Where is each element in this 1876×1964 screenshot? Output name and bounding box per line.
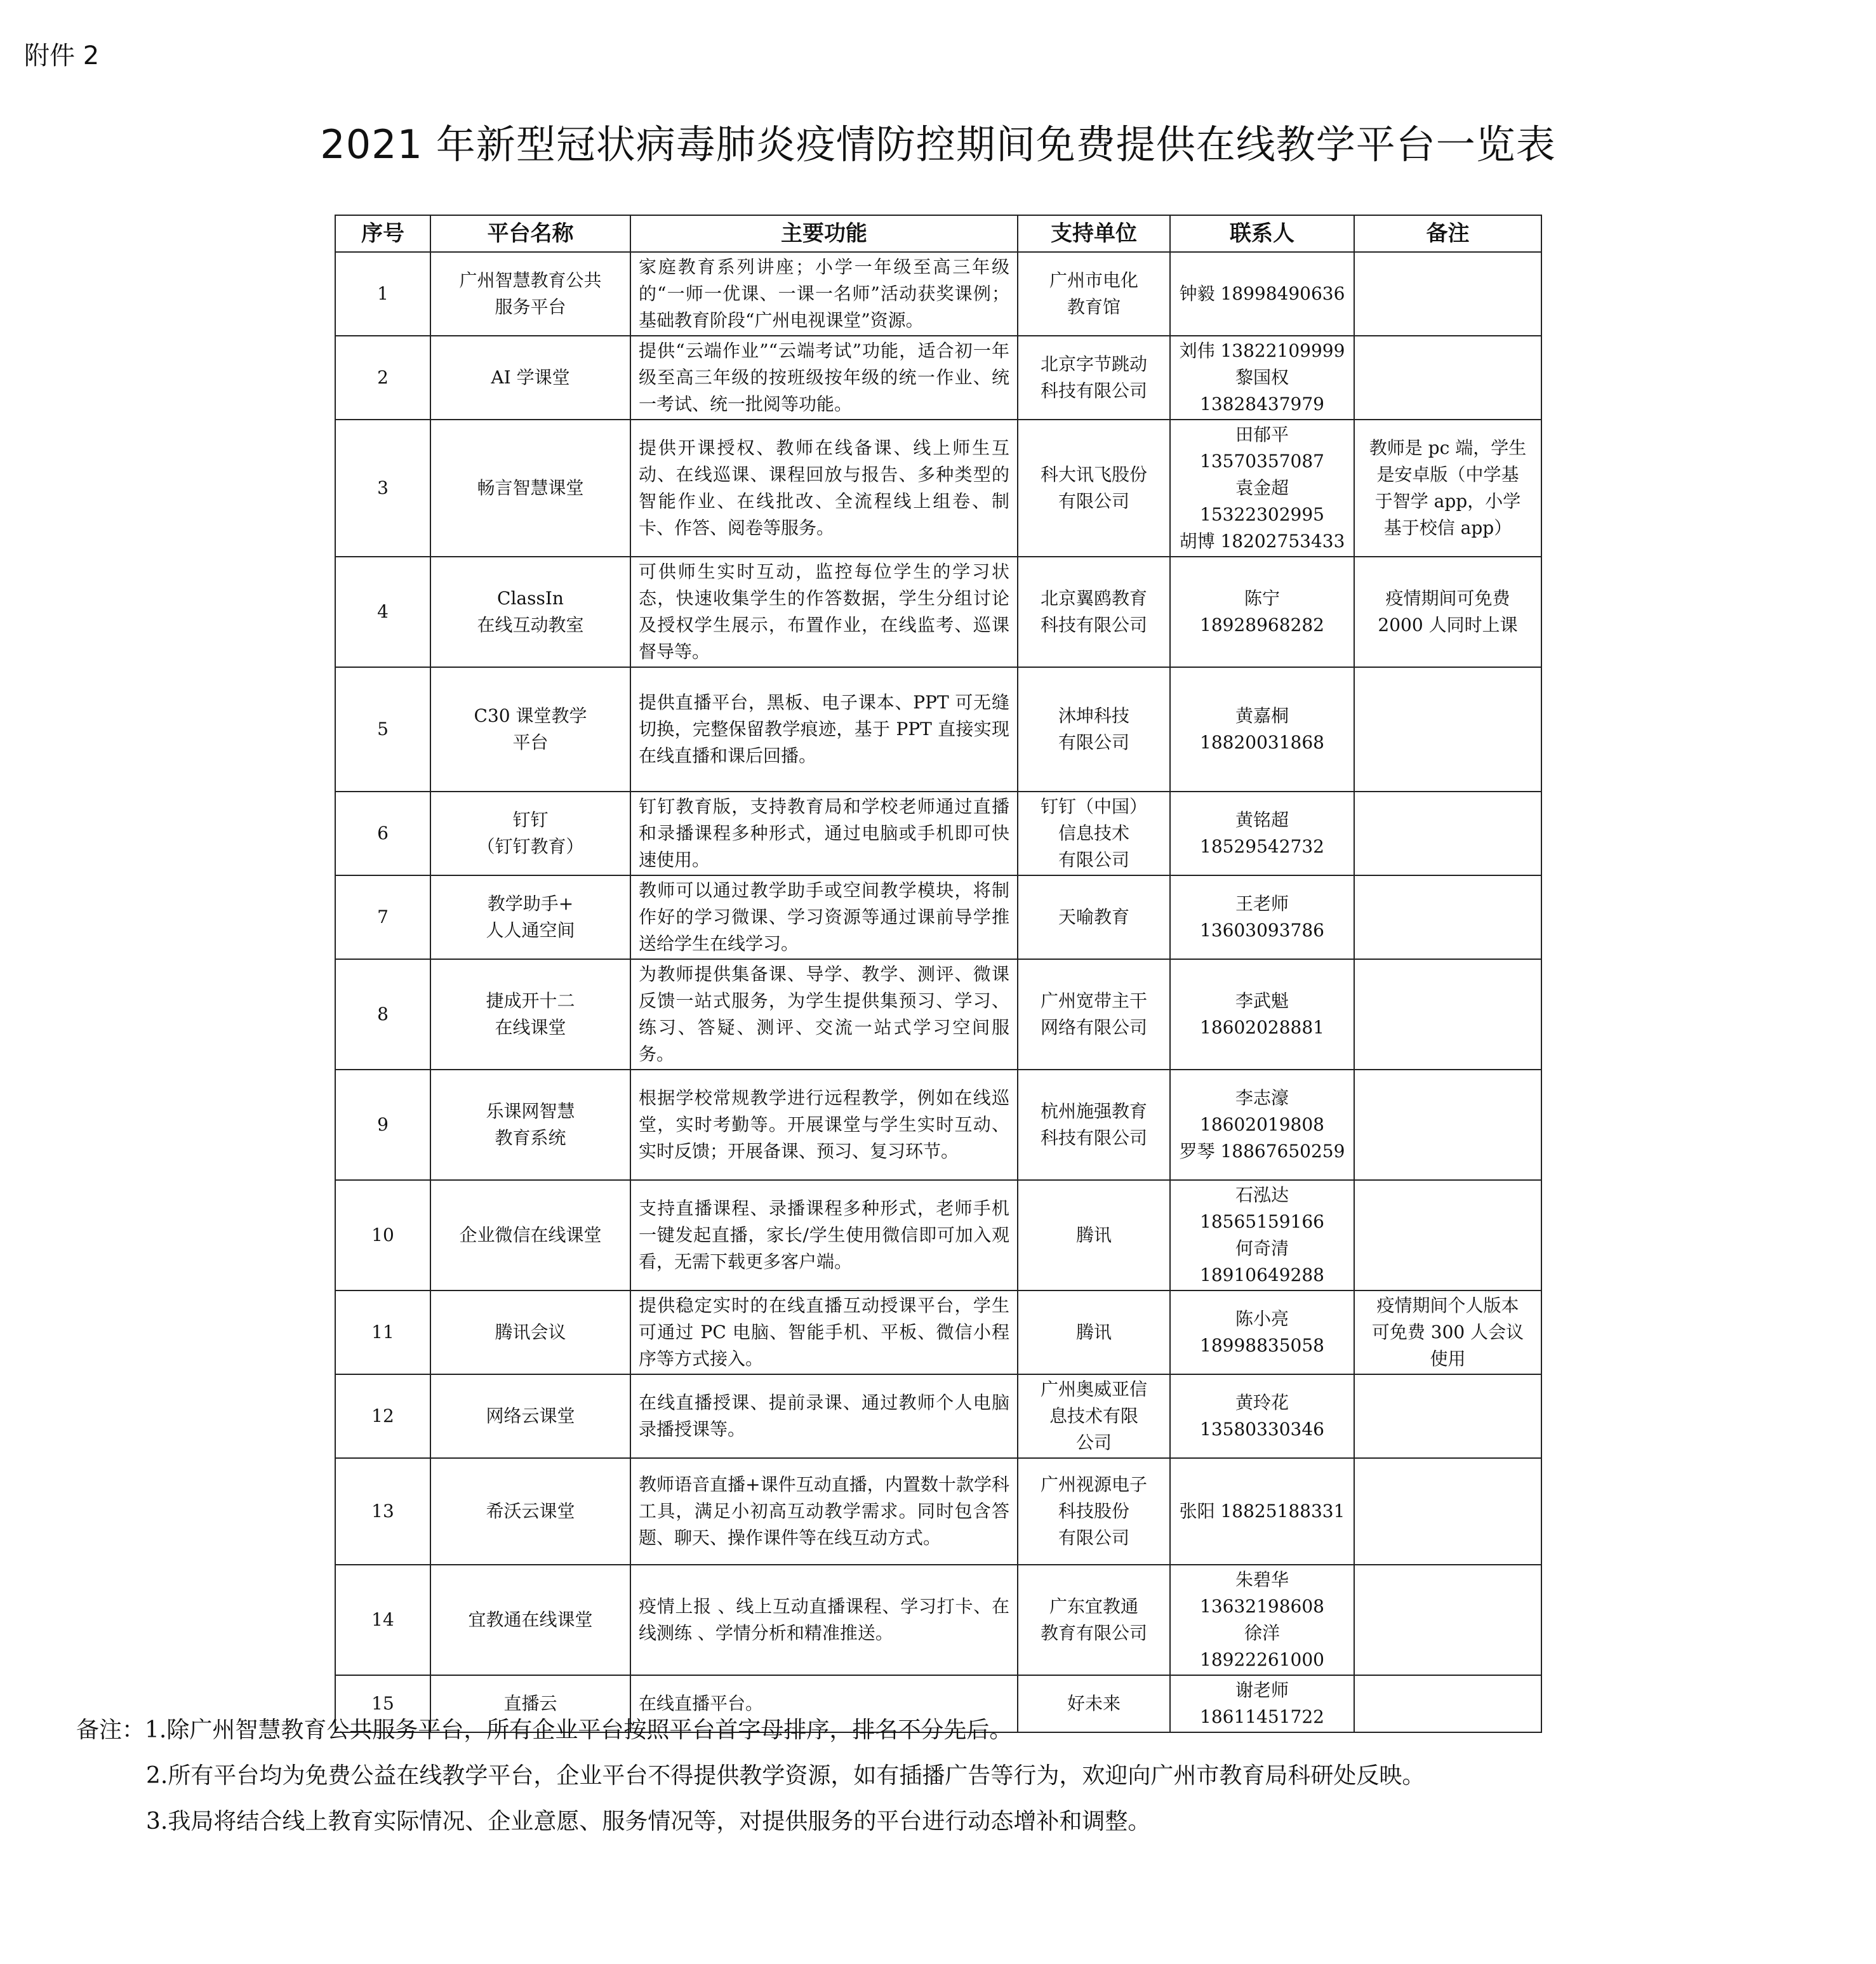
contact	[1170, 1374, 1354, 1458]
platform-function: 家庭教育系列讲座；小学一年级至高三年级的“一师一优课、一课一名师”活动获奖课例；基础教育阶段“广州电视课堂”资源。	[630, 252, 1018, 336]
remark-line: 可免费 300 人会议	[1371, 1322, 1524, 1343]
platform-name	[430, 336, 630, 420]
platform-name-line: 钉钉	[512, 809, 549, 830]
support-unit	[1018, 420, 1170, 557]
support-unit-line: 杭州施强教育	[1040, 1101, 1147, 1122]
row-number: 14	[335, 1565, 430, 1675]
support-unit-line: 钉钉（中国）	[1040, 796, 1147, 817]
contact	[1170, 792, 1354, 875]
support-unit-line: 有限公司	[1058, 732, 1129, 753]
contact-line: 钟毅 18998490636	[1179, 283, 1345, 304]
support-unit-line: 息技术有限	[1049, 1405, 1138, 1426]
note-line: 备注：1.除广州智慧教育公共服务平台，所有企业平台按照平台首字母排序，排名不分先后。	[76, 1717, 1013, 1743]
platform-function: 支持直播课程、录播课程多种形式，老师手机一键发起直播，家长/学生使用微信即可加入观看，无需下载更多客户端。	[630, 1180, 1018, 1291]
platform-function: 在线直播平台。	[630, 1675, 1018, 1732]
platform-name-line: 教学助手+	[487, 893, 574, 914]
support-unit-line: 沐坤科技	[1058, 705, 1129, 726]
remark-line: 于智学 app，小学	[1374, 491, 1521, 512]
support-unit-line: 科技有限公司	[1040, 380, 1147, 401]
row-number: 13	[335, 1458, 430, 1565]
platform-name-line: 在线互动教室	[477, 614, 584, 635]
contact-line: 陈宁	[1244, 588, 1280, 609]
contact-line: 13603093786	[1200, 920, 1324, 941]
platform-name-line: AI 学课堂	[491, 367, 570, 388]
row-number: 15	[335, 1675, 430, 1732]
platform-name-line: 人人通空间	[486, 920, 575, 941]
contact-line: 18611451722	[1200, 1706, 1324, 1727]
contact	[1170, 1458, 1354, 1565]
remark-line: 是安卓版（中学基	[1376, 464, 1519, 485]
table-row	[335, 1291, 1541, 1374]
remark-line: 2000 人同时上课	[1378, 614, 1518, 635]
contact-line: 13632198608	[1200, 1596, 1324, 1617]
support-unit-line: 教育有限公司	[1040, 1622, 1147, 1643]
table-header-row	[335, 215, 1541, 252]
support-unit-line: 腾讯	[1075, 1224, 1112, 1245]
platform-function: 教师可以通过教学助手或空间教学模块，将制作好的学习微课、学习资源等通过课前导学推送给学生在线学习。	[630, 875, 1018, 959]
platform-table	[335, 215, 1542, 1733]
contact-line: 18565159166	[1200, 1211, 1324, 1232]
contact-line: 何奇清	[1235, 1238, 1289, 1259]
support-unit	[1018, 667, 1170, 792]
platform-name	[430, 1374, 630, 1458]
remark	[1354, 792, 1541, 875]
contact-line: 13570357087	[1200, 451, 1324, 472]
platform-name	[430, 1180, 630, 1291]
contact-line: 罗琴 18867650259	[1179, 1141, 1345, 1162]
contact	[1170, 667, 1354, 792]
platform-name	[430, 959, 630, 1070]
contact-line: 袁金超	[1235, 477, 1289, 498]
remark	[1354, 336, 1541, 420]
support-unit-line: 网络有限公司	[1040, 1017, 1147, 1038]
platform-name	[430, 1565, 630, 1675]
support-unit-line: 广州宽带主干	[1040, 990, 1147, 1011]
remark	[1354, 1565, 1541, 1675]
remark-line: 疫情期间个人版本	[1376, 1295, 1519, 1316]
platform-name-line: 平台	[512, 732, 549, 753]
table-row	[335, 1565, 1541, 1675]
contact-line: 13580330346	[1200, 1419, 1324, 1440]
support-unit-line: 教育馆	[1067, 296, 1121, 317]
contact-line: 18820031868	[1200, 732, 1324, 753]
table-row	[335, 252, 1541, 336]
table-row	[335, 557, 1541, 667]
contact	[1170, 959, 1354, 1070]
platform-name-line: 宜教通在线课堂	[468, 1609, 593, 1630]
header-unit: 支持单位	[1018, 215, 1170, 252]
table-row	[335, 1180, 1541, 1291]
support-unit	[1018, 1070, 1170, 1180]
platform-name	[430, 252, 630, 336]
attachment-label: 附件 2	[24, 41, 100, 70]
table-row	[335, 420, 1541, 557]
support-unit-line: 腾讯	[1075, 1322, 1112, 1343]
row-number: 7	[335, 875, 430, 959]
platform-name-line: 直播云	[503, 1693, 557, 1714]
contact-line: 18529542732	[1200, 836, 1324, 857]
contact	[1170, 1070, 1354, 1180]
platform-name-line: ClassIn	[497, 588, 564, 609]
support-unit-line: 北京字节跳动	[1040, 354, 1147, 375]
contact	[1170, 1291, 1354, 1374]
contact-line: 徐洋	[1244, 1622, 1280, 1643]
support-unit-line: 科技有限公司	[1040, 1127, 1147, 1148]
support-unit-line: 广州市电化	[1049, 270, 1138, 291]
support-unit-line: 科技股份	[1058, 1501, 1129, 1522]
contact-line: 李志濠	[1235, 1087, 1289, 1108]
support-unit-line: 好未来	[1067, 1693, 1121, 1714]
support-unit-line: 有限公司	[1058, 849, 1129, 870]
platform-name-line: 捷成开十二	[486, 990, 575, 1011]
row-number: 11	[335, 1291, 430, 1374]
platform-function: 提供直播平台，黑板、电子课本、PPT 可无缝切换，完整保留教学痕迹，基于 PPT 直接实现在线直播和课后回播。	[630, 667, 1018, 792]
contact	[1170, 557, 1354, 667]
contact-line: 胡博 18202753433	[1179, 531, 1345, 552]
platform-function: 为教师提供集备课、导学、教学、测评、微课反馈一站式服务，为学生提供集预习、学习、练习、答疑、测评、交流一站式学习空间服务。	[630, 959, 1018, 1070]
support-unit-line: 北京翼鸥教育	[1040, 588, 1147, 609]
remark	[1354, 1291, 1541, 1374]
support-unit	[1018, 1291, 1170, 1374]
support-unit	[1018, 792, 1170, 875]
support-unit	[1018, 959, 1170, 1070]
contact	[1170, 336, 1354, 420]
notes-section	[76, 1708, 1838, 1845]
remark	[1354, 557, 1541, 667]
contact-line: 18928968282	[1200, 614, 1324, 635]
contact-line: 18602019808	[1200, 1114, 1324, 1135]
contact-line: 13828437979	[1200, 394, 1324, 415]
row-number: 5	[335, 667, 430, 792]
support-unit-line: 科大讯飞股份	[1040, 464, 1147, 485]
platform-function: 根据学校常规教学进行远程教学，例如在线巡堂，实时考勤等。开展课堂与学生实时互动、实时反馈；开展备课、预习、复习环节。	[630, 1070, 1018, 1180]
contact-line: 李武魁	[1235, 990, 1289, 1011]
support-unit-line: 广东宜教通	[1049, 1596, 1138, 1617]
contact-line: 黎国权	[1235, 367, 1289, 388]
support-unit-line: 广州奥威亚信	[1040, 1379, 1147, 1400]
platform-function: 疫情上报 、线上互动直播课程、学习打卡、在线测练 、学情分析和精准推送。	[630, 1565, 1018, 1675]
contact-line: 谢老师	[1235, 1680, 1289, 1701]
support-unit-line: 科技有限公司	[1040, 614, 1147, 635]
contact-line: 刘伟 13822109999	[1179, 340, 1345, 361]
platform-name	[430, 557, 630, 667]
remark-line: 教师是 pc 端，学生	[1369, 437, 1527, 458]
row-number: 3	[335, 420, 430, 557]
platform-name-line: （钉钉教育）	[477, 836, 584, 857]
platform-name-line: C30 课堂教学	[474, 705, 587, 726]
remark	[1354, 252, 1541, 336]
platform-name-line: 广州智慧教育公共	[459, 270, 602, 291]
table-row	[335, 875, 1541, 959]
platform-name	[430, 875, 630, 959]
row-number: 12	[335, 1374, 430, 1458]
contact	[1170, 252, 1354, 336]
support-unit	[1018, 336, 1170, 420]
contact-line: 陈小亮	[1235, 1308, 1289, 1329]
header-contact: 联系人	[1170, 215, 1354, 252]
header-remark: 备注	[1354, 215, 1541, 252]
remark	[1354, 1070, 1541, 1180]
platform-function: 提供稳定实时的在线直播互动授课平台，学生可通过 PC 电脑、智能手机、平板、微信小程序等方式接入。	[630, 1291, 1018, 1374]
platform-function: 钉钉教育版，支持教育局和学校老师通过直播和录播课程多种形式，通过电脑或手机即可快速使用。	[630, 792, 1018, 875]
contact-line: 王老师	[1235, 893, 1289, 914]
support-unit	[1018, 1565, 1170, 1675]
contact-line: 黄嘉桐	[1235, 705, 1289, 726]
support-unit	[1018, 1180, 1170, 1291]
platform-name	[430, 1291, 630, 1374]
contact-line: 黄铭超	[1235, 809, 1289, 830]
platform-name	[430, 792, 630, 875]
contact-line: 18910649288	[1200, 1264, 1324, 1285]
contact-line: 18602028881	[1200, 1017, 1324, 1038]
support-unit-line: 公司	[1075, 1432, 1112, 1453]
platform-name-line: 企业微信在线课堂	[459, 1224, 602, 1245]
support-unit-line: 信息技术	[1058, 823, 1129, 844]
platform-name-line: 网络云课堂	[486, 1405, 575, 1426]
table-row	[335, 667, 1541, 792]
platform-function: 提供开课授权、教师在线备课、线上师生互动、在线巡课、课程回放与报告、多种类型的智能作业、在线批改、全流程线上组卷、制卡、作答、阅卷等服务。	[630, 420, 1018, 557]
platform-function: 教师语音直播+课件互动直播，内置数十款学科工具，满足小初高互动教学需求。同时包含答题、聊天、操作课件等在线互动方式。	[630, 1458, 1018, 1565]
support-unit	[1018, 875, 1170, 959]
row-number: 10	[335, 1180, 430, 1291]
row-number: 2	[335, 336, 430, 420]
note-line: 3.我局将结合线上教育实际情况、企业意愿、服务情况等，对提供服务的平台进行动态增补和调整。	[146, 1808, 1151, 1835]
table-row	[335, 1458, 1541, 1565]
table-row	[335, 792, 1541, 875]
row-number: 8	[335, 959, 430, 1070]
table-row	[335, 336, 1541, 420]
contact-line: 黄玲花	[1235, 1392, 1289, 1413]
page-title: 2021 年新型冠状病毒肺炎疫情防控期间免费提供在线教学平台一览表	[320, 121, 1556, 168]
remark-line: 使用	[1430, 1348, 1466, 1369]
support-unit-line: 有限公司	[1058, 491, 1129, 512]
header-function: 主要功能	[630, 215, 1018, 252]
platform-name-line: 畅言智慧课堂	[477, 477, 584, 498]
note-line: 2.所有平台均为免费公益在线教学平台，企业平台不得提供教学资源，如有插播广告等行为，欢迎向广州市教育局科研处反映。	[146, 1763, 1425, 1789]
contact-line: 18998835058	[1200, 1335, 1324, 1356]
platform-name	[430, 1070, 630, 1180]
contact-line: 田郁平	[1235, 424, 1289, 445]
remark-line: 基于校信 app）	[1383, 517, 1512, 538]
remark	[1354, 1458, 1541, 1565]
remark	[1354, 420, 1541, 557]
support-unit	[1018, 557, 1170, 667]
support-unit	[1018, 252, 1170, 336]
support-unit	[1018, 1458, 1170, 1565]
platform-name-line: 教育系统	[495, 1127, 566, 1148]
contact-line: 15322302995	[1200, 504, 1324, 525]
table-row	[335, 1070, 1541, 1180]
row-number: 4	[335, 557, 430, 667]
platform-function: 在线直播授课、提前录课、通过教师个人电脑录播授课等。	[630, 1374, 1018, 1458]
contact-line: 18922261000	[1200, 1649, 1324, 1670]
remark	[1354, 1374, 1541, 1458]
remark	[1354, 667, 1541, 792]
platform-name-line: 乐课网智慧	[486, 1101, 575, 1122]
support-unit-line: 广州视源电子	[1040, 1474, 1147, 1495]
table-row	[335, 1374, 1541, 1458]
support-unit-line: 天喻教育	[1058, 906, 1129, 927]
contact-line: 张阳 18825188331	[1179, 1501, 1345, 1522]
platform-name-line: 在线课堂	[495, 1017, 566, 1038]
remark	[1354, 875, 1541, 959]
platform-name	[430, 420, 630, 557]
table-row	[335, 959, 1541, 1070]
contact	[1170, 875, 1354, 959]
contact-line: 石泓达	[1235, 1184, 1289, 1205]
platform-name	[430, 1458, 630, 1565]
contact-line: 朱碧华	[1235, 1569, 1289, 1590]
platform-name	[430, 667, 630, 792]
row-number: 6	[335, 792, 430, 875]
support-unit-line: 有限公司	[1058, 1527, 1129, 1548]
platform-name-line: 希沃云课堂	[486, 1501, 575, 1522]
support-unit	[1018, 1374, 1170, 1458]
platform-function: 提供“云端作业”“云端考试”功能，适合初一年级至高三年级的按班级按年级的统一作业、统一考试、统一批阅等功能。	[630, 336, 1018, 420]
row-number: 1	[335, 252, 430, 336]
platform-name-line: 服务平台	[495, 296, 566, 317]
header-name: 平台名称	[430, 215, 630, 252]
platform-function: 可供师生实时互动，监控每位学生的学习状态，快速收集学生的作答数据，学生分组讨论及授权学生展示，布置作业，在线监考、巡课督导等。	[630, 557, 1018, 667]
contact	[1170, 1565, 1354, 1675]
contact	[1170, 1180, 1354, 1291]
remark-line: 疫情期间可免费	[1385, 588, 1510, 609]
header-no: 序号	[335, 215, 430, 252]
platform-name-line: 腾讯会议	[495, 1322, 566, 1343]
contact	[1170, 420, 1354, 557]
remark	[1354, 1180, 1541, 1291]
row-number: 9	[335, 1070, 430, 1180]
remark	[1354, 959, 1541, 1070]
